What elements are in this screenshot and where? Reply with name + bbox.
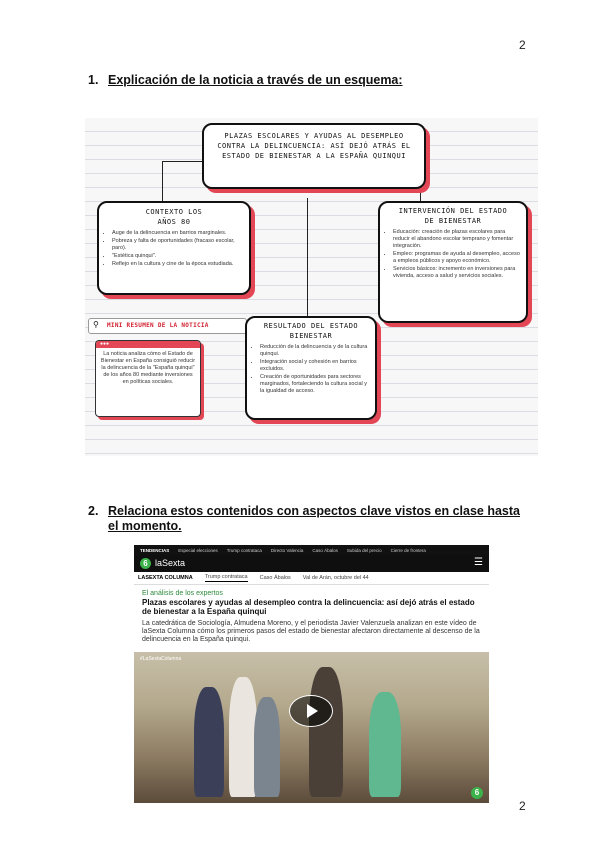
- menu-icon[interactable]: ☰: [474, 557, 483, 568]
- list-item: • Auge de la delincuencia en barrios marginales.: [112, 230, 245, 237]
- summary-text: La noticia analiza cómo el Estado de Bienestar en España consiguió reducir la delincuencia de la "España quinqui" de los años 80 mediante inversiones en políticas sociales.: [100, 351, 196, 385]
- list-item: • "Estética quinqui".: [112, 253, 245, 260]
- play-button[interactable]: [289, 695, 333, 727]
- search-icon: ⚲: [93, 320, 99, 329]
- news-article-screenshot: [134, 545, 489, 803]
- intervention-box: [378, 201, 528, 323]
- window-dots-icon: ●●●: [100, 341, 110, 347]
- brand-name[interactable]: laSexta: [155, 558, 186, 568]
- video-figure: [369, 692, 401, 797]
- central-topic-text: PLAZAS ESCOLARES Y AYUDAS AL DESEMPLEO CONTRA LA DELINCUENCIA: ASÍ DEJÓ ATRÁS EL ESTADO DE BIENESTAR A LA ESPAÑA QUINQUI: [217, 132, 411, 160]
- intervention-title: INTERVENCIÓN DEL ESTADO DE BIENESTAR: [398, 207, 508, 225]
- trending-item[interactable]: Especial elecciones: [178, 547, 218, 553]
- section-2-heading: [88, 504, 528, 534]
- article-lead: La catedrática de Sociología, Almudena Moreno, y el periodista Javier Valenzuela analizan en este vídeo de laSexta Columna cómo los primeros pasos del estado de bienestar afectaron directamente al descenso de la delincuencia en la España quinqui.: [142, 620, 480, 643]
- trending-item[interactable]: Subida del precio: [346, 547, 382, 553]
- central-topic-box: [202, 123, 426, 189]
- nav-link[interactable]: Caso Ábalos: [259, 575, 291, 581]
- summary-card-header: [96, 341, 200, 348]
- video-figure: [194, 687, 224, 797]
- list-item: • Servicios básicos: incremento en inversiones para vivienda, acceso a salud y servicios sociales.: [393, 266, 522, 280]
- trending-item[interactable]: Directo Valencia: [270, 547, 304, 553]
- section-2-number: 2.: [88, 504, 99, 518]
- context-title: CONTEXTO LOS AÑOS 80: [145, 208, 203, 226]
- list-item: • Reducción de la delincuencia y de la cultura quinqui.: [260, 344, 371, 358]
- list-item: • Integración social y cohesión en barrios excluidos.: [260, 359, 371, 373]
- news-scheme-diagram: [85, 118, 538, 456]
- section-nav: [134, 572, 489, 585]
- list-item: • Educación: creación de plazas escolares para reducir el abandono escolar temprano y fomentar integración.: [393, 229, 522, 250]
- summary-card: [95, 340, 201, 417]
- article-kicker: El análisis de los expertos: [142, 590, 223, 597]
- list-item: • Pobreza y falta de oportunidades (fracaso escolar, paro).: [112, 238, 245, 252]
- list-item: • Reflejo en la cultura y cine de la época estudiada.: [112, 261, 245, 268]
- result-box: [245, 316, 377, 420]
- summary-label: MINI RESUMEN DE LA NOTICIA: [107, 322, 209, 329]
- trending-item[interactable]: Cierre de frontera: [390, 547, 426, 553]
- video-hashtag: #LaSextaColumna: [140, 656, 182, 662]
- section-label[interactable]: LASEXTA COLUMNA: [138, 575, 193, 581]
- nav-link[interactable]: Val de Arán, octubre del 44: [302, 575, 369, 581]
- context-box: [97, 201, 251, 295]
- lasexta-logo-icon[interactable]: 6: [140, 558, 151, 569]
- list-item: • Creación de oportunidades para sectores marginados, fortaleciendo la cultura social y la igualdad de acceso.: [260, 374, 371, 395]
- trending-item[interactable]: Trump contrataca: [226, 547, 262, 553]
- section-1-number: 1.: [88, 73, 99, 87]
- video-figure: [309, 667, 343, 797]
- brand-header: [134, 555, 489, 572]
- context-list: [99, 230, 249, 268]
- page-number-bottom: 2: [519, 799, 526, 813]
- intervention-list: [380, 229, 526, 280]
- video-player[interactable]: [134, 652, 489, 803]
- result-list: [247, 344, 375, 395]
- page-number-top: 2: [519, 38, 526, 52]
- trending-item[interactable]: TENDENCIAS: [140, 547, 170, 553]
- trending-bar: [134, 545, 489, 555]
- article-title: Plazas escolares y ayudas al desempleo contra la delincuencia: así dejó atrás el estado de bienestar a la España quinqui: [142, 598, 475, 616]
- summary-search-bar: [88, 318, 247, 334]
- section-1-title: Explicación de la noticia a través de un esquema:: [108, 73, 403, 87]
- list-item: • Empleo: programas de ayuda al desempleo, acceso a empleos públicos y apoyo económico.: [393, 251, 522, 265]
- result-title: RESULTADO DEL ESTADO BIENESTAR: [263, 322, 359, 340]
- video-figure: [229, 677, 257, 797]
- nav-link[interactable]: Trump contrataca: [204, 574, 248, 580]
- trending-item[interactable]: Caso Ábalos: [312, 547, 338, 553]
- section-1-heading: [88, 73, 508, 87]
- video-figure: [254, 697, 280, 797]
- channel-logo-icon: 6: [471, 787, 483, 799]
- section-2-title: Relaciona estos contenidos con aspectos clave vistos en clase hasta el momento.: [108, 504, 520, 533]
